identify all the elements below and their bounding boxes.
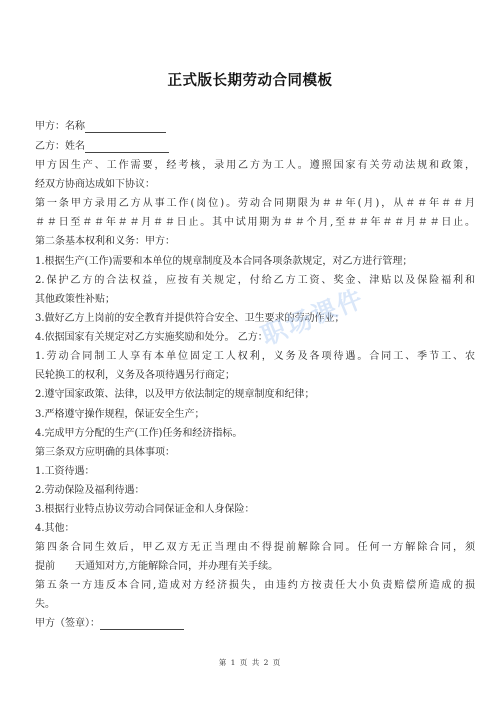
article5-line: 失。 xyxy=(35,599,55,610)
party-b-item: 4.完成甲方分配的生产(工作)任务和经济指标。 xyxy=(35,428,243,439)
article3-item: 4.其他： xyxy=(35,523,75,534)
article4-line: 第四条合同生效后，甲乙双方无正当理由不得提前解除合同。任何一方解除合同，须 xyxy=(35,542,475,553)
party-a-name-label: 甲方：名称 xyxy=(35,121,85,132)
party-b-name-label: 乙方：姓名 xyxy=(35,141,85,152)
page-footer: 第 1 页 共 2 页 xyxy=(218,658,282,667)
article3-heading: 第三条双方应明确的具体事项： xyxy=(35,447,175,458)
party-b-item: 3.严格遵守操作规程，保证安全生产； xyxy=(35,409,205,420)
party-a-item: 其他政策性补贴； xyxy=(35,294,115,305)
article4-post: 天通知对方,方能解除合同，并办理有关手续。 xyxy=(75,561,279,572)
party-a-name-line xyxy=(35,121,475,133)
document-title: 正式版长期劳动合同模板 xyxy=(167,73,333,89)
article1-line: ＃＃日至＃＃年＃＃月＃＃日止。其中试用期为＃＃个月,至＃＃年＃＃月＃＃日止。 xyxy=(35,217,475,228)
watermark-logo: 职场课件 xyxy=(257,283,369,351)
signature-label: 甲方（签章）： xyxy=(35,618,100,629)
party-b-item: 2.遵守国家政策、法律，以及甲方依法制定的规章制度和纪律； xyxy=(35,389,315,400)
party-a-item: 4.依据国家有关规定对乙方实施奖励和处分。 乙方： xyxy=(35,332,268,343)
signature-blank xyxy=(100,619,184,630)
party-a-item: 2.保护乙方的合法权益，应按有关规定，付给乙方工资、奖金、津贴以及保险福利和 xyxy=(35,275,475,286)
party-a-item: 1.根据生产(工作)需要和本单位的规章制度及本合同各项条款规定，对乙方进行管理； xyxy=(35,256,413,267)
article2-heading: 第二条基本权利和义务：甲方： xyxy=(35,236,175,247)
article3-item: 2.劳动保险及福利待遇： xyxy=(35,485,145,496)
intro-line: 经双方协商达成如下协议： xyxy=(35,179,155,190)
article4-line xyxy=(35,561,475,573)
article3-item: 3.根据行业特点协议劳动合同保证金和人身保险： xyxy=(35,504,255,515)
article3-item: 1.工资待遇： xyxy=(35,466,95,477)
party-a-name-blank xyxy=(85,122,166,133)
party-b-item: 1.劳动合同制工人享有本单位固定工人权利，义务及各项待遇。合同工、季节工、农 xyxy=(35,351,475,362)
party-b-name-blank xyxy=(85,142,169,153)
article4-pre: 提前 xyxy=(35,561,55,572)
party-a-item: 3.做好乙方上岗前的安全教育并提供符合安全、卫生要求的劳动作业； xyxy=(35,313,345,324)
article1-line: 第一条甲方录用乙方从事工作(岗位)。劳动合同期限为＃＃年(月)，从＃＃年＃＃月 xyxy=(35,198,475,209)
intro-line: 甲方因生产、工作需要，经考核，录用乙方为工人。遵照国家有关劳动法规和政策， xyxy=(35,160,475,171)
party-b-item: 民轮换工的权利，义务及各项待遇另行商定； xyxy=(35,370,235,381)
signature-line xyxy=(35,618,475,630)
party-b-name-line xyxy=(35,141,475,153)
article5-line: 第五条一方违反本合同,造成对方经济损失，由违约方按责任大小负责赔偿所造成的损 xyxy=(35,580,475,591)
